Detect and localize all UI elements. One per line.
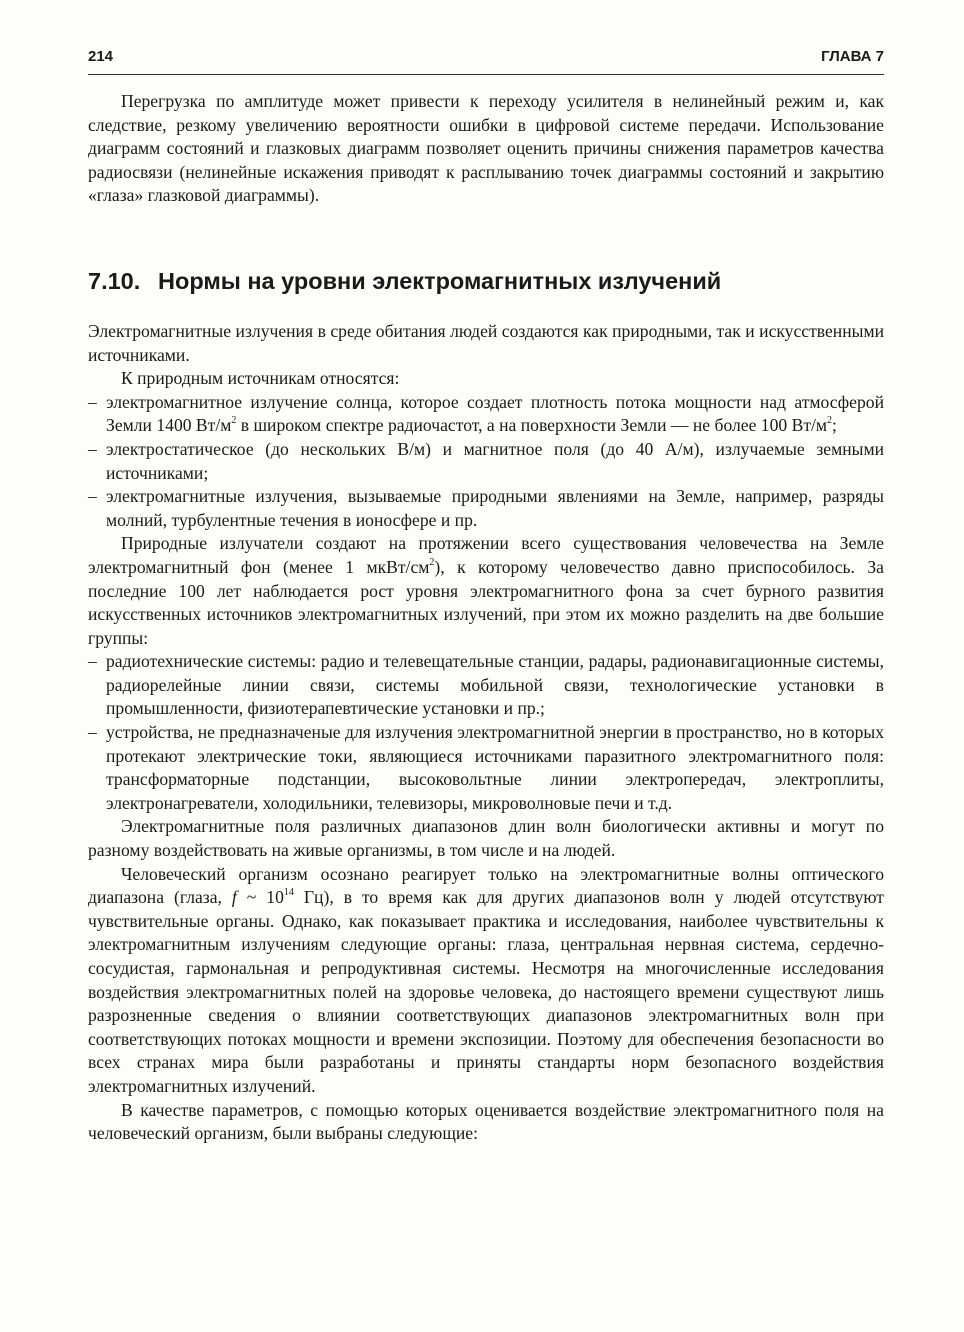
superscript: 14 [283,887,294,899]
paragraph-parameters: В качестве параметров, с помощью которых оценивается воздействие электромагнитного поля на человеческий организм, были выбраны следующие: [88,1099,884,1144]
list-item: – устройства, не предназначеные для излучения электромагнитной энергии в пространство, но в которых протекают электрические токи, являющиеся источниками паразитного электромагнитного поля: трансформаторные подстанции, высоковольтные линии электропередач, электроплиты, электронагреватели, холодильники, телевизоры, микроволновые печи и т.д. [88,721,884,815]
paragraph-overload: Перегрузка по амплитуде может привести к переходу усилителя в нелинейный режим и, как следствие, резкому увеличению вероятности ошибки в цифровой системе передачи. Использование диаграмм состояний и глазковых диаграмм позволяет оценить причины снижения параметров качества радиосвязи (нелинейные искажения приводят к расплыванию точек диаграммы состояний и закрытию «глаза» глазковой диаграммы). [88,91,884,206]
paragraph-background: Природные излучатели создают на протяжении всего существования человечества на Земле электромагнитный фон (менее 1 мкВт/$см^2$), к которому человечество давно приспособилось. За последние 100 лет наблюдается рост уровня электромагнитного фона за счет бурного развития искусственных источников электромагнитных излучений, при этом их можно разделить на две большие группы: [88,533,884,648]
artificial-sources-list [88,650,884,815]
section-heading [88,267,884,295]
chapter-label: ГЛАВА 7 [821,48,884,65]
page-body [88,90,884,1146]
list-item: – электростатическое (до нескольких В/м) и магнитное поля (до 40 А/м), излучаемые земными источниками; [88,438,884,485]
page-number: 214 [88,48,114,65]
superscript: 2 [429,557,435,569]
paragraph-sources: Электромагнитные излучения в среде обитания людей создаются как природными, так и искусственными источниками. [88,320,884,365]
list-item: – радиотехнические системы: радио и телевещательные станции, радары, радионавигационные системы, радиорелейные линии связи, системы мобильной связи, технологические установки в промышленности, физиотерапевтические установки и пр.; [88,650,884,721]
running-header [88,44,884,75]
superscript: 2 [231,415,237,427]
section-title: Нормы на уровни электромагнитных излучений [158,267,722,294]
list-item: – электромагнитное излучение солнца, которое создает плотность потока мощности над атмосферой Земли 1400 $Вт/м^2$ в широком спектре радиочастот, а на поверхности Земли — не более 100 $Вт/м^2$; [88,391,884,438]
paragraph-natural-intro: К природным источникам относятся: [121,368,400,389]
section-number: 7.10. [88,267,141,294]
list-item: – электромагнитные излучения, вызываемые природными явлениями на Земле, например, разряды молний, турбулентные течения в ионосфере и пр. [88,485,884,532]
paragraph-organism: Человеческий организм осознано реагирует только на электромагнитные волны оптического диапазона (глаза, f ~ $10^{14}$ Гц), в то время как для других диапазонов волн у людей отсутствуют чувствительные органы. Однако, как показывает практика и исследования, наиболее чувствительны к электромагнитным излучениям следующие органы: глаза, центральная нервная система, сердечно-сосудистая, гармональная и репродуктивная системы. Несмотря на многочисленные исследования воздействия электромагнитных полей на здоровье человека, до настоящего времени существуют лишь разрозненные сведения о влиянии соответствующих диапазонов электромагнитных волн при соответствующих потоках мощности и времени экспозиции. Поэтому для обеспечения безопасности во всех странах мира были разработаны и приняты стандарты норм безопасного воздействия электромагнитных излучений. [88,863,884,1096]
paragraph-biological: Электромагнитные поля различных диапазонов длин волн биологически активны и могут по разному воздействовать на живые организмы, в том числе и на людей. [88,816,884,861]
superscript: 2 [827,415,833,427]
natural-sources-list [88,391,884,533]
